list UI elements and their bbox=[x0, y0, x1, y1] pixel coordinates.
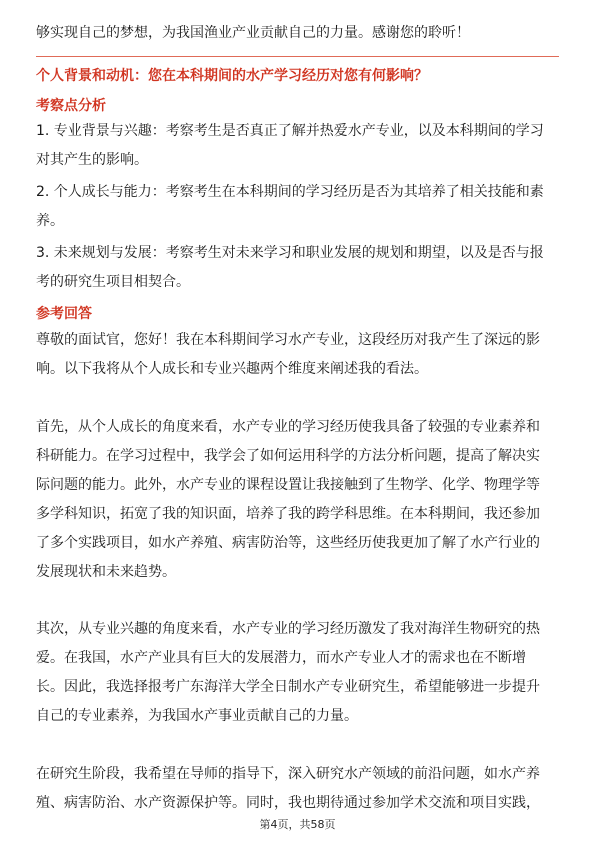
analysis-point-3-cont: 考的研究生项目相契合。 bbox=[36, 274, 190, 290]
answer-paragraph-line: 首先，从个人成长的角度来看，水产专业的学习经历使我具备了较强的专业素养和 bbox=[36, 419, 540, 435]
answer-paragraph-line: 响。以下我将从个人成长和专业兴趣两个维度来阐述我的看法。 bbox=[36, 361, 428, 377]
answer-paragraph-line: 自己的专业素养，为我国水产事业贡献自己的力量。 bbox=[36, 708, 358, 724]
analysis-point-3: 3. 未来规划与发展：考察考生对未来学习和职业发展的规划和期望，以及是否与报 bbox=[36, 245, 544, 261]
section-divider bbox=[36, 56, 559, 57]
answer-paragraph-line: 在研究生阶段，我希望在导师的指导下，深入研究水产领域的前沿问题，如水产养 bbox=[36, 766, 540, 782]
answer-paragraph-line: 多学科知识，拓宽了我的知识面，培养了我的跨学科思维。在本科期间，我还参加 bbox=[36, 506, 540, 522]
analysis-heading: 考察点分析 bbox=[36, 98, 106, 114]
analysis-point-1-cont: 对其产生的影响。 bbox=[36, 152, 148, 168]
analysis-point-2-cont: 养。 bbox=[36, 213, 64, 229]
analysis-point-1: 1. 专业背景与兴趣：考察考生是否真正了解并热爱水产专业，以及本科期间的学习 bbox=[36, 123, 544, 139]
answer-paragraph-line: 殖、病害防治、水产资源保护等。同时，我也期待通过参加学术交流和项目实践， bbox=[36, 795, 540, 811]
answer-paragraph-line: 际问题的能力。此外，水产专业的课程设置让我接触到了生物学、化学、物理学等 bbox=[36, 477, 540, 493]
answer-paragraph-line: 其次，从专业兴趣的角度来看，水产专业的学习经历激发了我对海洋生物研究的热 bbox=[36, 621, 540, 637]
answer-paragraph-line: 科研能力。在学习过程中，我学会了如何运用科学的方法分析问题，提高了解决实 bbox=[36, 448, 540, 464]
answer-heading: 参考回答 bbox=[36, 306, 92, 322]
answer-paragraph-line: 爱。在我国，水产产业具有巨大的发展潜力，而水产专业人才的需求也在不断增 bbox=[36, 650, 526, 666]
answer-paragraph-line: 了多个实践项目，如水产养殖、病害防治等，这些经历使我更加了解了水产行业的 bbox=[36, 535, 540, 551]
intro-tail-text: 够实现自己的梦想，为我国渔业产业贡献自己的力量。感谢您的聆听！ bbox=[36, 25, 470, 41]
analysis-point-2: 2. 个人成长与能力：考察考生在本科期间的学习经历是否为其培养了相关技能和素 bbox=[36, 184, 544, 200]
question-heading: 个人背景和动机：您在本科期间的水产学习经历对您有何影响？ bbox=[36, 68, 428, 84]
answer-paragraph-line: 长。因此，我选择报考广东海洋大学全日制水产专业研究生，希望能够进一步提升 bbox=[36, 679, 540, 695]
answer-paragraph-line: 发展现状和未来趋势。 bbox=[36, 564, 176, 580]
page-number-footer: 第4页，共58页 bbox=[259, 818, 336, 831]
answer-paragraph-line: 尊敬的面试官，您好！我在本科期间学习水产专业，这段经历对我产生了深远的影 bbox=[36, 332, 540, 348]
